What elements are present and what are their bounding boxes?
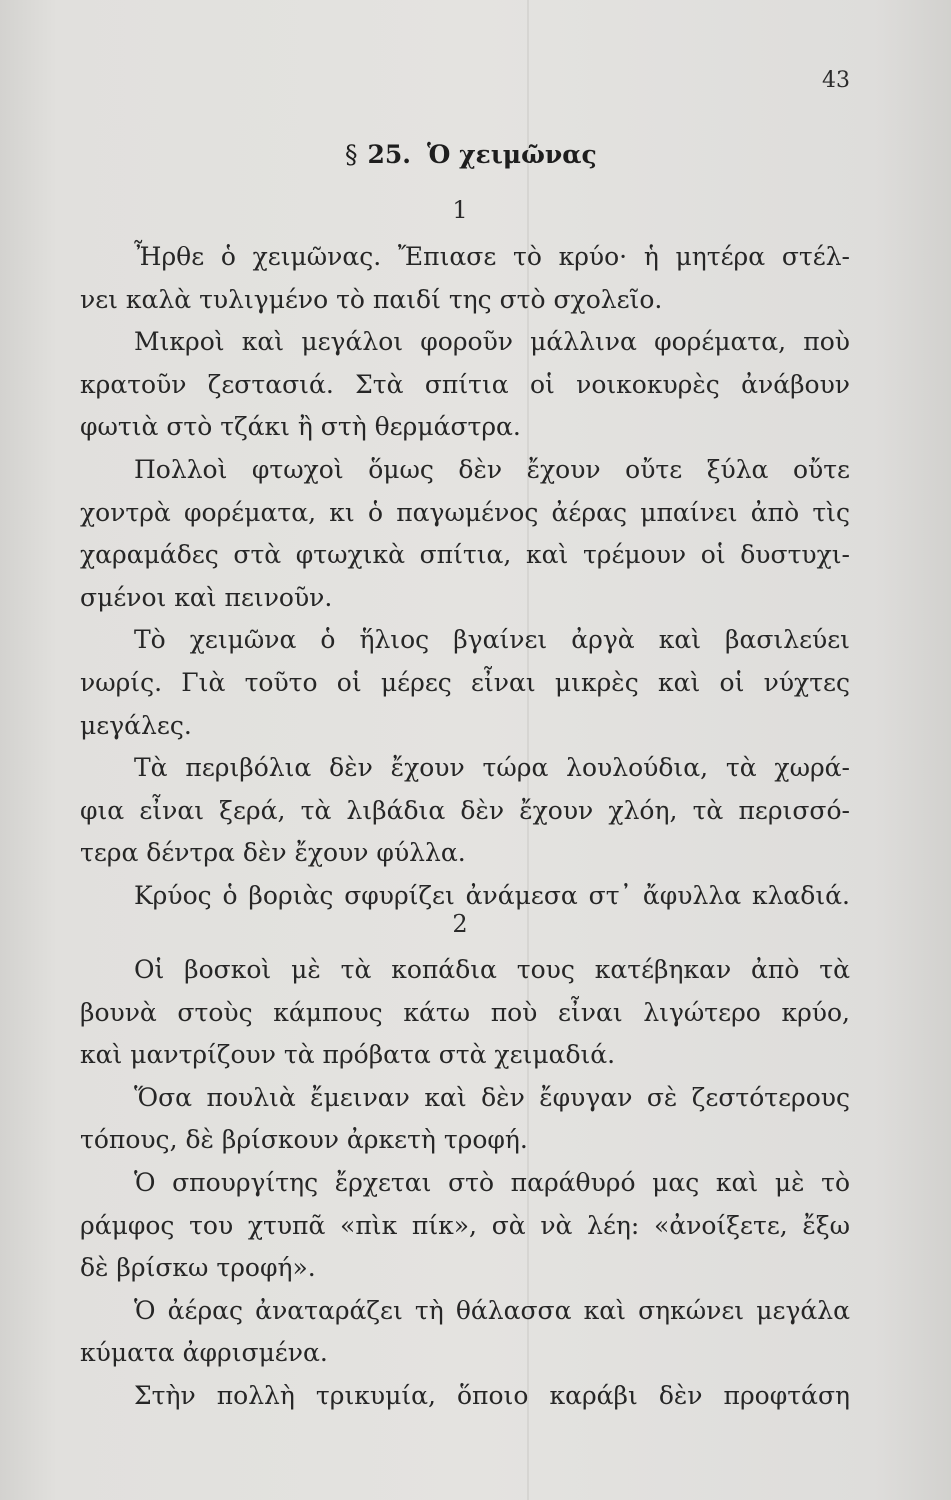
- page-number: 43: [822, 68, 850, 93]
- text-line: φωτιὰ στὸ τζάκι ἢ στὴ θερμάστρα.: [80, 412, 521, 442]
- text-line: φια εἶναι ξερά, τὰ λιβάδια δὲν ἔχουν χλόη, τὰ περισσό-: [80, 795, 850, 825]
- part-1-text: [80, 236, 850, 918]
- text-line: νωρίς. Γιὰ τοῦτο οἱ μέρες εἶναι μικρὲς καὶ οἱ νύχτες: [80, 667, 850, 697]
- text-line: Κρύος ὁ βοριὰς σφυρίζει ἀνάμεσα στ᾽ ἄφυλλα κλαδιά.: [134, 880, 850, 910]
- text-line: Στὴν πολλὴ τρικυμία, ὅποιο καράβι δὲν προφτάση: [134, 1380, 850, 1410]
- text-line: Ὁ ἀέρας ἀναταράζει τὴ θάλασσα καὶ σηκώνει μεγάλα: [134, 1295, 850, 1325]
- part-2-number: 2: [452, 910, 468, 938]
- text-line: μεγάλες.: [80, 710, 192, 740]
- text-line: βουνὰ στοὺς κάμπους κάτω ποὺ εἶναι λιγώτερο κρύο,: [80, 997, 850, 1027]
- text-line: Οἱ βοσκοὶ μὲ τὰ κοπάδια τους κατέβηκαν ἀπὸ τὰ: [134, 955, 850, 984]
- section-number: 25.: [367, 140, 411, 169]
- text-line: Τὸ χειμῶνα ὁ ἥλιος βγαίνει ἀργὰ καὶ βασιλεύει: [134, 625, 850, 655]
- text-line: σμένοι καὶ πεινοῦν.: [80, 582, 333, 612]
- text-line: Ἦρθε ὁ χειμῶνας. Ἔπιασε τὸ κρύο· ἡ μητέρα στέλ-: [134, 242, 850, 271]
- text-line: κρατοῦν ζεστασιά. Στὰ σπίτια οἱ νοικοκυρὲς ἀνάβουν: [80, 369, 850, 399]
- text-line: χαραμάδες στὰ φτωχικὰ σπίτια, καὶ τρέμουν οἱ δυστυχι-: [80, 540, 850, 570]
- section-symbol: §: [345, 140, 358, 169]
- text-line: Ὁ σπουργίτης ἔρχεται στὸ παράθυρό μας καὶ μὲ τὸ: [134, 1167, 850, 1197]
- text-line: Ὅσα πουλιὰ ἔμειναν καὶ δὲν ἔφυγαν σὲ ζεστότερους: [134, 1082, 850, 1112]
- text-line: Πολλοὶ φτωχοὶ ὅμως δὲν ἔχουν οὔτε ξύλα οὔτε: [134, 454, 850, 484]
- text-line: τόπους, δὲ βρίσκουν ἀρκετὴ τροφή.: [80, 1125, 528, 1155]
- text-line: καὶ μαντρίζουν τὰ πρόβατα στὰ χειμαδιά.: [80, 1040, 616, 1070]
- text-line: δὲ βρίσκω τροφή».: [80, 1253, 316, 1283]
- section-heading: [345, 140, 597, 169]
- text-line: Μικροὶ καὶ μεγάλοι φοροῦν μάλλινα φορέματα, ποὺ: [134, 327, 850, 357]
- text-line: τερα δέντρα δὲν ἔχουν φύλλα.: [80, 838, 466, 868]
- part-2-text: [80, 949, 850, 1418]
- text-line: ράμφος του χτυπᾶ «πὶκ πίκ», σὰ νὰ λέη: «ἀνοίξετε, ἔξω: [80, 1210, 850, 1240]
- section-title: Ὁ χειμῶνας: [427, 140, 597, 169]
- part-1-number: 1: [452, 196, 468, 224]
- text-line: Τὰ περιβόλια δὲν ἔχουν τώρα λουλούδια, τὰ χωρά-: [134, 753, 850, 783]
- text-line: νει καλὰ τυλιγμένο τὸ παιδί της στὸ σχολεῖο.: [80, 284, 663, 314]
- text-line: κύματα ἀφρισμένα.: [80, 1338, 328, 1368]
- text-line: χοντρὰ φορέματα, κι ὁ παγωμένος ἀέρας μπαίνει ἀπὸ τὶς: [80, 497, 850, 527]
